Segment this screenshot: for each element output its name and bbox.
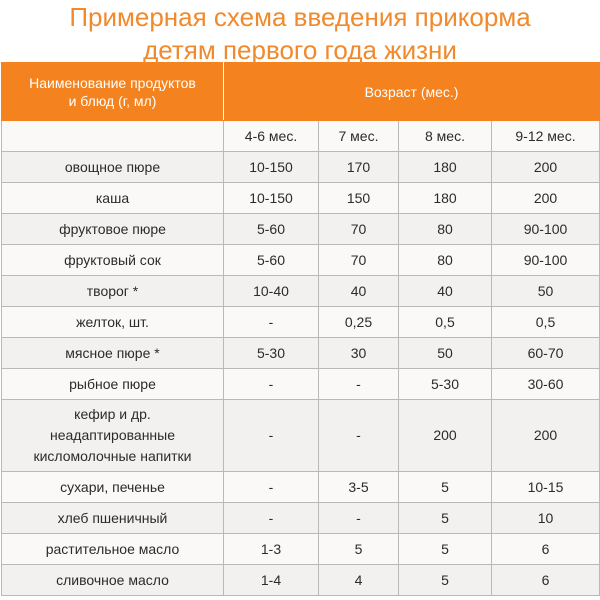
- value-cell: 6: [492, 565, 600, 596]
- value-cell: -: [224, 503, 319, 534]
- value-cell: 10-40: [224, 276, 319, 307]
- table-row: [2, 183, 600, 214]
- value-cell: 4: [319, 565, 399, 596]
- age-subheader-row: [2, 121, 600, 152]
- value-cell: 30: [319, 338, 399, 369]
- value-cell: 70: [319, 214, 399, 245]
- value-cell: -: [319, 400, 399, 472]
- table-header-row: [2, 63, 600, 121]
- age-column-header: 9-12 мес.: [492, 121, 600, 152]
- value-cell: 5: [319, 534, 399, 565]
- value-cell: 40: [399, 276, 492, 307]
- product-name: овощное пюре: [2, 152, 224, 183]
- age-column-header: 8 мес.: [399, 121, 492, 152]
- product-name: мясное пюре *: [2, 338, 224, 369]
- product-name-line: кефир и др.: [74, 406, 151, 422]
- value-cell: -: [224, 472, 319, 503]
- title-line-1: Примерная схема введения прикорма: [69, 2, 531, 32]
- product-name: [2, 400, 224, 472]
- feeding-schedule-table: [1, 62, 600, 596]
- table-row: [2, 503, 600, 534]
- product-name: желток, шт.: [2, 307, 224, 338]
- value-cell: 180: [399, 152, 492, 183]
- table-row: [2, 214, 600, 245]
- value-cell: 10-150: [224, 183, 319, 214]
- value-cell: 5: [399, 534, 492, 565]
- product-name: фруктовое пюре: [2, 214, 224, 245]
- value-cell: 5-60: [224, 214, 319, 245]
- table-row: [2, 307, 600, 338]
- value-cell: 200: [492, 400, 600, 472]
- value-cell: 0,5: [492, 307, 600, 338]
- value-cell: 90-100: [492, 245, 600, 276]
- table-row: [2, 369, 600, 400]
- age-header: Возраст (мес.): [224, 63, 600, 121]
- product-name: сухари, печенье: [2, 472, 224, 503]
- value-cell: 10-15: [492, 472, 600, 503]
- table-row: [2, 534, 600, 565]
- product-name-line: кисломолочные напитки: [33, 448, 192, 464]
- value-cell: 200: [492, 183, 600, 214]
- product-name-header-line-1: Наименование продуктов: [29, 74, 196, 91]
- value-cell: 5-60: [224, 245, 319, 276]
- table-row: [2, 338, 600, 369]
- value-cell: 50: [492, 276, 600, 307]
- empty-cell: [2, 121, 224, 152]
- table-row: [2, 152, 600, 183]
- product-name-header: [2, 63, 224, 121]
- age-column-header: 4-6 мес.: [224, 121, 319, 152]
- product-name: рыбное пюре: [2, 369, 224, 400]
- value-cell: 200: [399, 400, 492, 472]
- table-row: [2, 400, 600, 472]
- product-name: творог *: [2, 276, 224, 307]
- value-cell: 0,25: [319, 307, 399, 338]
- value-cell: 70: [319, 245, 399, 276]
- value-cell: -: [319, 369, 399, 400]
- value-cell: 5: [399, 503, 492, 534]
- value-cell: 5: [399, 472, 492, 503]
- table-row: [2, 565, 600, 596]
- value-cell: 1-4: [224, 565, 319, 596]
- value-cell: 40: [319, 276, 399, 307]
- value-cell: 90-100: [492, 214, 600, 245]
- value-cell: 150: [319, 183, 399, 214]
- value-cell: 0,5: [399, 307, 492, 338]
- page-title: [0, 0, 600, 65]
- value-cell: 10-150: [224, 152, 319, 183]
- value-cell: 6: [492, 534, 600, 565]
- value-cell: 200: [492, 152, 600, 183]
- table-row: [2, 276, 600, 307]
- product-name: сливочное масло: [2, 565, 224, 596]
- age-column-header: 7 мес.: [319, 121, 399, 152]
- value-cell: 60-70: [492, 338, 600, 369]
- value-cell: 1-3: [224, 534, 319, 565]
- value-cell: 5-30: [399, 369, 492, 400]
- value-cell: -: [319, 503, 399, 534]
- product-name: хлеб пшеничный: [2, 503, 224, 534]
- value-cell: -: [224, 400, 319, 472]
- table-row: [2, 472, 600, 503]
- product-name-line: неадаптированные: [49, 427, 176, 443]
- value-cell: -: [224, 369, 319, 400]
- title-line-2: детям первого года жизни: [143, 35, 457, 65]
- value-cell: 10: [492, 503, 600, 534]
- value-cell: 30-60: [492, 369, 600, 400]
- product-name: каша: [2, 183, 224, 214]
- product-name: фруктовый сок: [2, 245, 224, 276]
- value-cell: 3-5: [319, 472, 399, 503]
- value-cell: 180: [399, 183, 492, 214]
- product-name-header-line-2: и блюд (г, мл): [68, 92, 157, 109]
- value-cell: -: [224, 307, 319, 338]
- value-cell: 5-30: [224, 338, 319, 369]
- product-name: растительное масло: [2, 534, 224, 565]
- value-cell: 50: [399, 338, 492, 369]
- value-cell: 80: [399, 245, 492, 276]
- value-cell: 170: [319, 152, 399, 183]
- value-cell: 5: [399, 565, 492, 596]
- table-row: [2, 245, 600, 276]
- value-cell: 80: [399, 214, 492, 245]
